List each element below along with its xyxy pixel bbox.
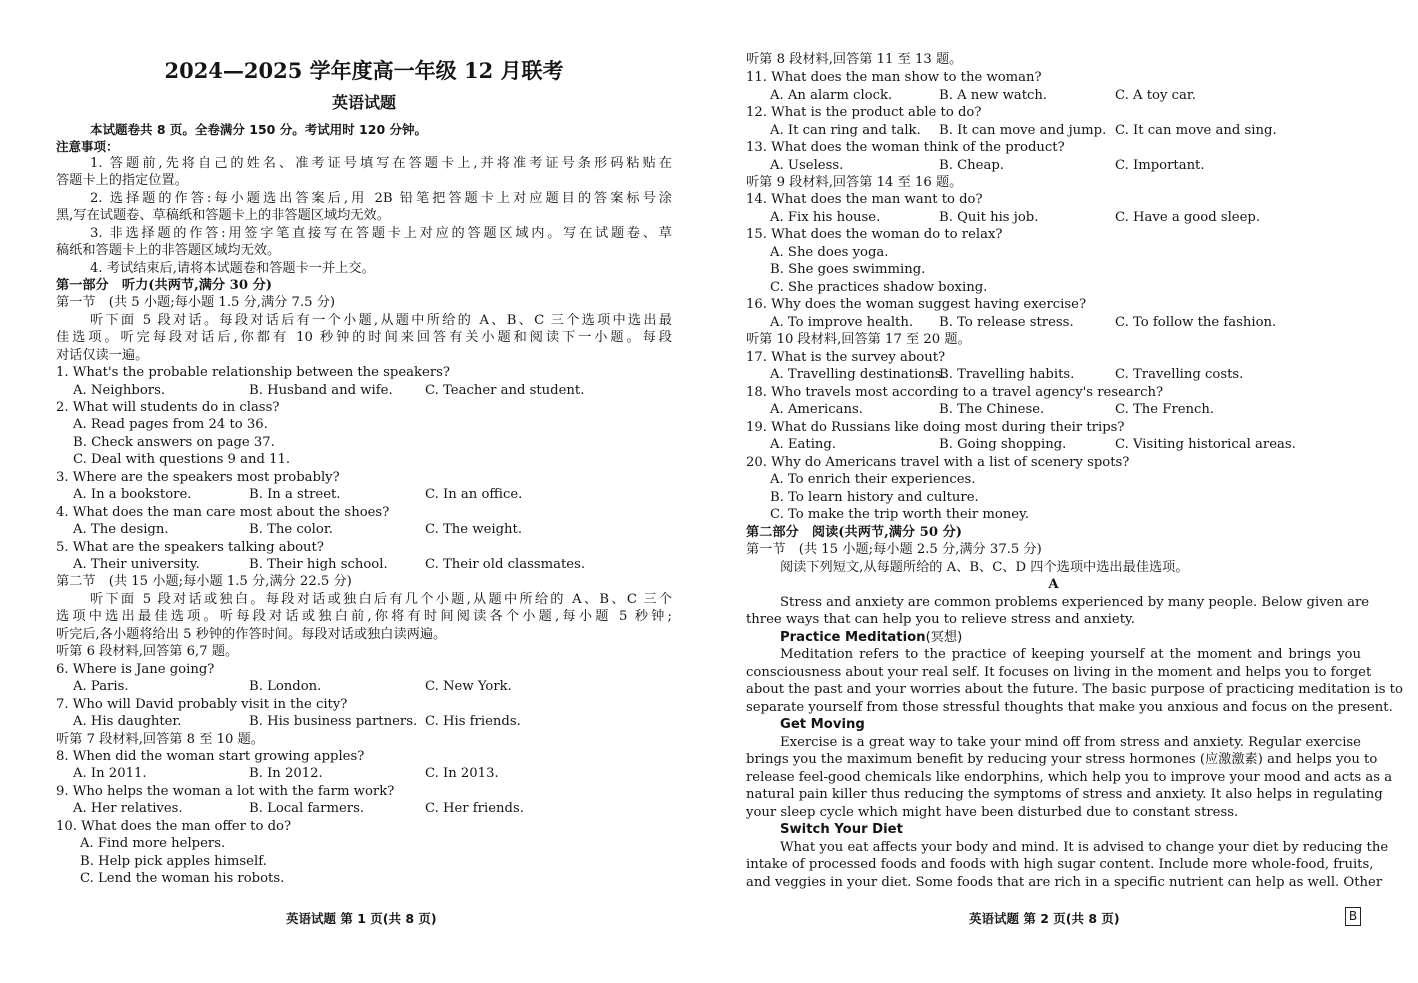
options-row bbox=[746, 436, 1361, 453]
note-line: 黑,写在试题卷、草稿纸和答题卡上的非答题区域均无效。 bbox=[56, 208, 390, 223]
option-b: B. Check answers on page 37. bbox=[73, 435, 275, 450]
option-c: C. New York. bbox=[425, 679, 512, 694]
passage-line: Meditation refers to the practice of keeping yourself at the moment and brings you bbox=[780, 647, 1361, 662]
note-line: 1. 答题前,先将自己的姓名、准考证号填写在答题卡上,并将准考证号条形码粘贴在 bbox=[90, 156, 672, 171]
option-c: C. Visiting historical areas. bbox=[1115, 437, 1296, 452]
option-a: A. Neighbors. bbox=[73, 383, 166, 398]
options-row bbox=[746, 157, 1361, 174]
option-b: B. His business partners. bbox=[249, 714, 418, 729]
question-15: 15. What does the woman do to relax? bbox=[746, 227, 1003, 242]
option-a: A. In 2011. bbox=[73, 766, 147, 781]
option-b: B. Their high school. bbox=[249, 557, 388, 572]
options-row bbox=[56, 765, 672, 782]
options-row bbox=[746, 401, 1361, 418]
option-b: B. In 2012. bbox=[249, 766, 323, 781]
section2-title: 第二节 (共 15 小题;每小题 1.5 分,满分 22.5 分) bbox=[56, 574, 352, 589]
question-4: 4. What does the man care most about the shoes? bbox=[56, 505, 390, 520]
option-a: A. Their university. bbox=[73, 557, 200, 572]
option-b: B. It can move and jump. bbox=[939, 123, 1107, 138]
option-a: A. The design. bbox=[73, 522, 169, 537]
question-18: 18. Who travels most according to a travel agency's research? bbox=[746, 385, 1164, 400]
reading-section1-title: 第一节 (共 15 小题;每小题 2.5 分,满分 37.5 分) bbox=[746, 542, 1042, 557]
option-a: A. In a bookstore. bbox=[73, 487, 192, 502]
material-9-heading: 听第 9 段材料,回答第 14 至 16 题。 bbox=[746, 175, 963, 190]
note-line: 2. 选择题的作答:每小题选出答案后,用 2B 铅笔把答题卡上对应题目的答案标号涂 bbox=[90, 191, 672, 206]
option-a: A. His daughter. bbox=[73, 714, 182, 729]
option-c: C. The French. bbox=[1115, 402, 1215, 417]
question-20: 20. Why do Americans travel with a list of scenery spots? bbox=[746, 455, 1130, 470]
option-c: C. Teacher and student. bbox=[425, 383, 585, 398]
option-a: A. Americans. bbox=[770, 402, 863, 417]
options-row bbox=[746, 209, 1361, 226]
options-row bbox=[56, 486, 672, 503]
option-b: B. To learn history and culture. bbox=[770, 490, 979, 505]
heading-meditation-gloss: (冥想) bbox=[925, 630, 963, 645]
option-c: C. It can move and sing. bbox=[1115, 123, 1277, 138]
question-13: 13. What does the woman think of the product? bbox=[746, 140, 1065, 155]
question-17: 17. What is the survey about? bbox=[746, 350, 946, 365]
question-5: 5. What are the speakers talking about? bbox=[56, 540, 324, 555]
question-3: 3. Where are the speakers most probably? bbox=[56, 470, 340, 485]
passage-line: release feel-good chemicals like endorphins, which help you to improve your mood and acts as a bbox=[746, 770, 1393, 785]
question-9: 9. Who helps the woman a lot with the farm work? bbox=[56, 784, 395, 799]
options-row bbox=[56, 678, 672, 695]
passage-line: brings you the maximum benefit by reducing your stress hormones (应激激素) and helps you to bbox=[746, 752, 1378, 767]
option-c: C. To follow the fashion. bbox=[1115, 315, 1277, 330]
options-row bbox=[56, 382, 672, 399]
option-a: A. Paris. bbox=[73, 679, 129, 694]
option-b: B. London. bbox=[249, 679, 322, 694]
option-c: C. Her friends. bbox=[425, 801, 524, 816]
section1-title: 第一节 (共 5 小题;每小题 1.5 分,满分 7.5 分) bbox=[56, 295, 336, 310]
section2-instruction: 选项中选出最佳选项。听每段对话或独白前,你将有时间阅读各个小题,每小题 5 秒钟; bbox=[56, 609, 672, 624]
option-c: C. In 2013. bbox=[425, 766, 499, 781]
option-a: A. It can ring and talk. bbox=[770, 123, 921, 138]
option-c: C. Their old classmates. bbox=[425, 557, 586, 572]
page-footer-right: 英语试题 第 2 页(共 8 页) bbox=[969, 911, 1120, 926]
options-row bbox=[56, 713, 672, 730]
option-b: B. Quit his job. bbox=[939, 210, 1039, 225]
option-a: A. To enrich their experiences. bbox=[770, 472, 976, 487]
material-8-heading: 听第 8 段材料,回答第 11 至 13 题。 bbox=[746, 52, 963, 67]
question-10: 10. What does the man offer to do? bbox=[56, 819, 292, 834]
option-c: C. To make the trip worth their money. bbox=[770, 507, 1029, 522]
passage-line: natural pain killer thus reducing the symptoms of stress and anxiety. It also helps in regulating bbox=[746, 787, 1383, 802]
options-row bbox=[56, 521, 672, 538]
option-c: C. Travelling costs. bbox=[1115, 367, 1244, 382]
option-a: A. She does yoga. bbox=[770, 245, 889, 260]
option-b: B. To release stress. bbox=[939, 315, 1074, 330]
subject-title: 英语试题 bbox=[331, 93, 396, 112]
option-c: C. Lend the woman his robots. bbox=[80, 871, 285, 886]
notes-heading: 注意事项： bbox=[56, 139, 119, 154]
option-c: C. A toy car. bbox=[1115, 88, 1196, 103]
options-row bbox=[56, 556, 672, 573]
question-1: 1. What's the probable relationship between the speakers? bbox=[56, 365, 450, 380]
option-a: A. Find more helpers. bbox=[80, 836, 226, 851]
option-a: A. Eating. bbox=[770, 437, 837, 452]
heading-meditation-text: Practice Meditation bbox=[780, 630, 926, 645]
note-line: 答题卡上的指定位置。 bbox=[56, 173, 188, 188]
note-line: 稿纸和答题卡上的非答题区域均无效。 bbox=[56, 243, 281, 258]
passage-line: your sleep cycle which might have been disturbed due to constant stress. bbox=[746, 805, 1239, 820]
part1-title: 第一部分 听力(共两节,满分 30 分) bbox=[56, 278, 273, 293]
material-6-heading: 听第 6 段材料,回答第 6,7 题。 bbox=[56, 644, 239, 659]
material-10-heading: 听第 10 段材料,回答第 17 至 20 题。 bbox=[746, 332, 971, 347]
passage-line: consciousness about your real self. It focuses on living in the moment and helps you to forget bbox=[746, 665, 1372, 680]
option-c: C. The weight. bbox=[425, 522, 523, 537]
question-8: 8. When did the woman start growing apples? bbox=[56, 749, 365, 764]
exam-title: 2024—2025 学年度高一年级 12 月联考 bbox=[164, 58, 564, 83]
option-b: B. Going shopping. bbox=[939, 437, 1067, 452]
passage-line: Stress and anxiety are common problems experienced by many people. Below given are bbox=[780, 595, 1370, 610]
option-c: C. Deal with questions 9 and 11. bbox=[73, 452, 291, 467]
passage-line: three ways that can help you to relieve stress and anxiety. bbox=[746, 612, 1135, 627]
question-16: 16. Why does the woman suggest having exercise? bbox=[746, 297, 1087, 312]
option-a: A. Travelling destinations. bbox=[770, 367, 946, 382]
passage-line: Exercise is a great way to take your mind off from stress and anxiety. Regular exercise bbox=[780, 735, 1361, 750]
option-b: B. Local farmers. bbox=[249, 801, 365, 816]
option-b: B. Cheap. bbox=[939, 158, 1004, 173]
option-b: B. Travelling habits. bbox=[939, 367, 1075, 382]
material-7-heading: 听第 7 段材料,回答第 8 至 10 题。 bbox=[56, 732, 264, 747]
option-b: B. The Chinese. bbox=[939, 402, 1045, 417]
option-a: A. Read pages from 24 to 36. bbox=[73, 417, 268, 432]
section2-instruction: 听完后,各小题将给出 5 秒钟的作答时间。每段对话或独白读两遍。 bbox=[56, 627, 447, 642]
note-line: 3. 非选择题的作答:用签字笔直接写在答题卡上对应的答题区域内。写在试题卷、草 bbox=[90, 226, 672, 241]
option-c: C. Important. bbox=[1115, 158, 1205, 173]
option-a: A. Useless. bbox=[770, 158, 844, 173]
passage-line: separate yourself from those stressful thoughts that make you anxious and focus on the present. bbox=[746, 700, 1393, 715]
question-7: 7. Who will David probably visit in the city? bbox=[56, 697, 348, 712]
option-b: B. In a street. bbox=[249, 487, 341, 502]
question-19: 19. What do Russians like doing most during their trips? bbox=[746, 420, 1125, 435]
reading-section1-instruction: 阅读下列短文,从每题所给的 A、B、C、D 四个选项中选出最佳选项。 bbox=[780, 560, 1189, 575]
option-c: C. She practices shadow boxing. bbox=[770, 280, 988, 295]
heading-meditation bbox=[746, 629, 1361, 646]
version-mark: B bbox=[1345, 907, 1361, 926]
option-a: A. An alarm clock. bbox=[770, 88, 893, 103]
option-b: B. Husband and wife. bbox=[249, 383, 393, 398]
option-b: B. She goes swimming. bbox=[770, 262, 926, 277]
section1-instruction: 听下面 5 段对话。每段对话后有一个小题,从题中所给的 A、B、C 三个选项中选出最 bbox=[90, 313, 672, 328]
option-b: B. Help pick apples himself. bbox=[80, 854, 267, 869]
options-row bbox=[746, 87, 1361, 104]
passage-line: and veggies in your diet. Some foods that are rich in a specific nutrient can help as well. Other bbox=[746, 875, 1383, 890]
heading-switch-diet: Switch Your Diet bbox=[780, 822, 903, 837]
question-2: 2. What will students do in class? bbox=[56, 400, 280, 415]
option-b: B. The color. bbox=[249, 522, 333, 537]
options-row bbox=[746, 366, 1361, 383]
part2-title: 第二部分 阅读(共两节,满分 50 分) bbox=[746, 525, 963, 540]
question-12: 12. What is the product able to do? bbox=[746, 105, 982, 120]
option-a: A. Fix his house. bbox=[770, 210, 881, 225]
passage-line: What you eat affects your body and mind. It is advised to change your diet by reducing the bbox=[780, 840, 1389, 855]
section1-instruction: 佳选项。听完每段对话后,你都有 10 秒钟的时间来回答有关小题和阅读下一小题。每段 bbox=[56, 330, 672, 345]
option-c: C. Have a good sleep. bbox=[1115, 210, 1261, 225]
question-11: 11. What does the man show to the woman? bbox=[746, 70, 1042, 85]
option-a: A. To improve health. bbox=[770, 315, 914, 330]
page-footer-left: 英语试题 第 1 页(共 8 页) bbox=[286, 911, 437, 926]
passage-line: intake of processed foods and foods with high sugar content. Include more whole-food, fruits, bbox=[746, 857, 1374, 872]
passage-label: A bbox=[1048, 577, 1059, 592]
option-c: C. His friends. bbox=[425, 714, 521, 729]
option-a: A. Her relatives. bbox=[73, 801, 183, 816]
question-14: 14. What does the man want to do? bbox=[746, 192, 983, 207]
heading-get-moving: Get Moving bbox=[780, 717, 865, 732]
section1-instruction: 对话仅读一遍。 bbox=[56, 348, 149, 363]
section2-instruction: 听下面 5 段对话或独白。每段对话或独白后有几个小题,从题中所给的 A、B、C 三个 bbox=[90, 592, 672, 607]
options-row bbox=[746, 122, 1361, 139]
question-6: 6. Where is Jane going? bbox=[56, 662, 215, 677]
options-row bbox=[56, 800, 672, 817]
note-line: 4. 考试结束后,请将本试题卷和答题卡一并上交。 bbox=[90, 261, 375, 276]
options-row bbox=[746, 314, 1361, 331]
exam-intro: 本试题卷共 8 页。全卷满分 150 分。考试用时 120 分钟。 bbox=[90, 122, 427, 137]
option-c: C. In an office. bbox=[425, 487, 523, 502]
passage-line: about the past and your worries about the future. The basic purpose of practicing meditation is to bbox=[746, 682, 1403, 697]
option-b: B. A new watch. bbox=[939, 88, 1048, 103]
